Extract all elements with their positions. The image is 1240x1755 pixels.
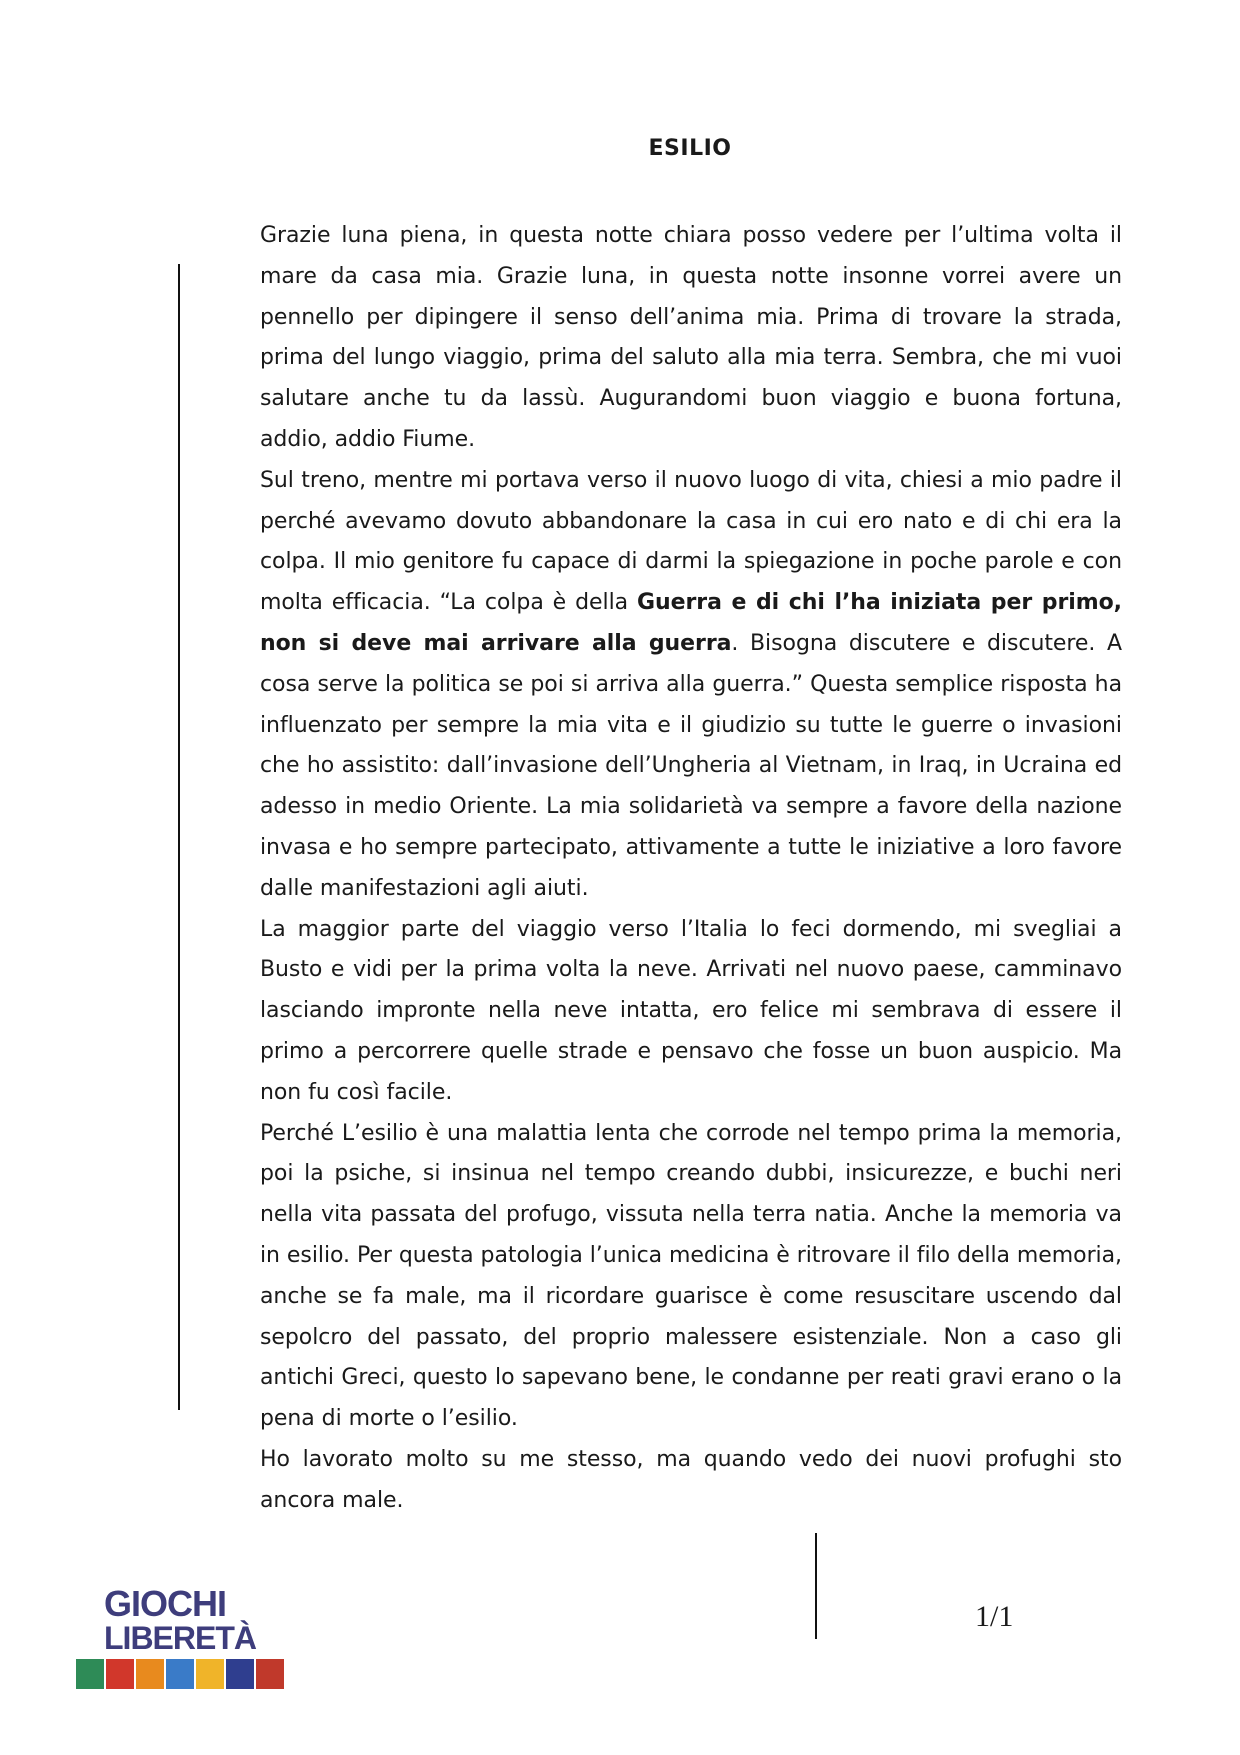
logo-tile [136, 1659, 164, 1689]
logo-line2: LIBERETÀ [104, 1620, 256, 1656]
text-run: La maggior parte del viaggio verso l’Italia lo feci dormendo, mi svegliai a Busto e vidi per la prima volta la neve. Arrivati nel nuovo paese, camminavo lasciando impronte nella neve intatta, ero felice mi sembrava di essere il primo a percorrere quelle strade e pensavo che fosse un buon auspicio. Ma non fu così facile. [260, 916, 1122, 1105]
paragraph [260, 910, 1122, 1114]
logo-tile [226, 1659, 254, 1689]
logo-tile [256, 1659, 284, 1689]
logo-tile [166, 1659, 194, 1689]
text-run: Ho lavorato molto su me stesso, ma quando vedo dei nuovi profughi sto ancora male. [260, 1446, 1122, 1513]
left-margin-rule [178, 264, 180, 1410]
logo-line1: GIOCHI [104, 1583, 227, 1624]
paragraph [260, 461, 1122, 910]
footer-rule [815, 1533, 817, 1639]
text-run: Grazie luna piena, in questa notte chiara posso vedere per l’ultima volta il mare da casa mia. Grazie luna, in questa notte insonne vorrei avere un pennello per dipingere il senso dell’anima mia. Prima di trovare la strada, prima del lungo viaggio, prima del saluto alla mia terra. Sembra, che mi vuoi salutare anche tu da lassù. Augurandomi buon viaggio e buona fortuna, addio, addio Fiume. [260, 223, 1122, 452]
paragraph [260, 1440, 1122, 1522]
text-run: Perché L’esilio è una malattia lenta che corrode nel tempo prima la memoria, poi la psiche, si insinua nel tempo creando dubbi, insicurezze, e buchi neri nella vita passata del profugo, vissuta nella terra natia. Anche la memoria va in esilio. Per questa patologia l’unica medicina è ritrovare il filo della memoria, anche se fa male, ma il ricordare guarisce è come resuscitare uscendo dal sepolcro del passato, del proprio malessere esistenziale. Non a caso gli antichi Greci, questo lo sapevano bene, le condanne per reati gravi erano o la pena di morte o l’esilio. [260, 1120, 1122, 1432]
logo-tile [76, 1659, 104, 1689]
giochi-liberta-logo [74, 1583, 290, 1692]
text-run: Sul treno, mentre mi portava verso il nuovo luogo di vita, chiesi a mio padre il perché avevamo dovuto abbandonare la casa in cui ero nato e di chi era la colpa. Il mio genitore fu capace di darmi la spiegazione in poche parole e con molta efficacia. “La colpa è della [260, 467, 1122, 616]
logo-tile [106, 1659, 134, 1689]
paragraph [260, 1114, 1122, 1440]
page-number: 1/1 [975, 1600, 1014, 1633]
bold-text: Guerra e di chi l’ha iniziata per primo, non si deve mai arrivare alla guerra [260, 590, 1122, 656]
document-body [260, 216, 1122, 1522]
logo-tile [196, 1659, 224, 1689]
paragraph [260, 216, 1122, 461]
text-run: . Bisogna discutere e discutere. A cosa serve la politica se poi si arriva alla guerra.” Questa semplice risposta ha influenzato per sempre la mia vita e il giudizio su tutte le guerre o invasioni che ho assistito: dall’invasione dell’Ungheria al Vietnam, in Iraq, in Ucraina ed adesso in medio Oriente. La mia solidarietà va sempre a favore della nazione invasa e ho sempre partecipato, attivamente a tutte le iniziative a loro favore dalle manifestazioni agli aiuti. [260, 630, 1122, 901]
logo-tiles [76, 1659, 288, 1689]
document-title: ESILIO [648, 136, 732, 161]
